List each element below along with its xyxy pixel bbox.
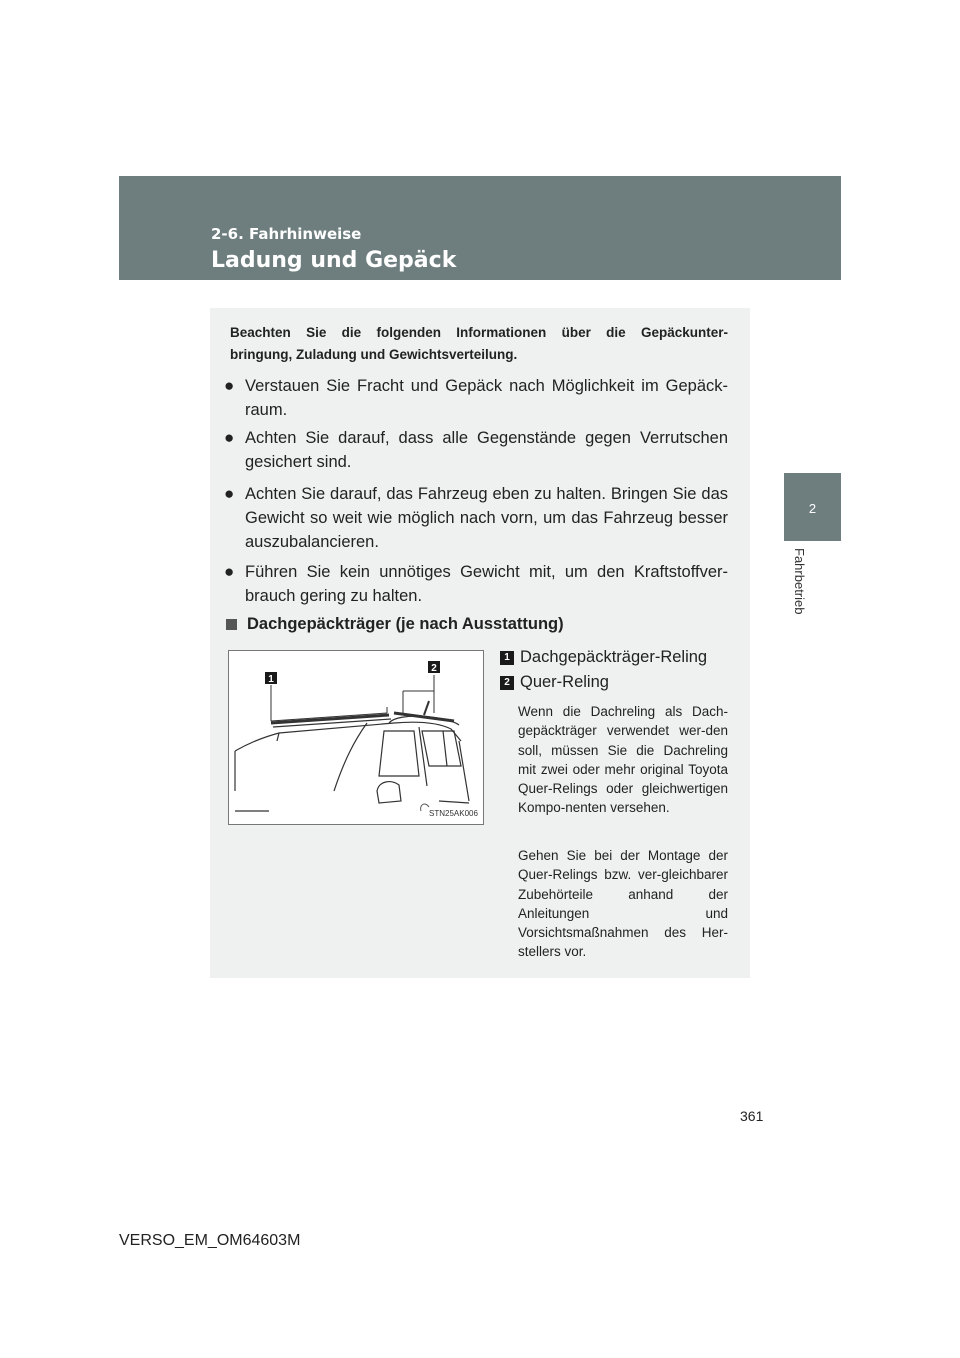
page-title: Ladung und Gepäck [211,248,457,273]
car-roof-drawing [229,651,483,824]
legend-number-2: 2 [500,676,514,690]
intro-line-1: Beachten Sie die folgenden Informationen über die Gepäckunter- [230,325,728,340]
page-number: 361 [740,1108,764,1124]
intro-text [230,322,728,366]
bullet-item [224,426,728,474]
chapter-tab [784,473,841,541]
subheading [224,615,564,634]
bullet-text: Verstauen Sie Fracht und Gepäck nach Möglichkeit im Gepäck-raum. [245,377,728,419]
bullet-text: Achten Sie darauf, dass alle Gegenstände gegen Verrutschen gesichert sind. [245,429,728,471]
chapter-header [119,176,841,280]
bullet-item [224,560,728,608]
subheading-text: Dachgepäckträger (je nach Ausstattung) [247,615,564,633]
square-bullet-icon [226,619,237,630]
roof-rack-illustration [228,650,484,825]
callout-2-label: 2 [431,663,437,674]
note-paragraph: Wenn die Dachreling als Dach-gepäckträger verwendet wer-den soll, müssen Sie die Dachreling mit zwei oder mehr original Toyota Quer-Relings oder gleichwertigen Kompo-nenten versehen. [518,704,728,816]
bullet-icon: ● [224,562,235,581]
bullet-text: Führen Sie kein unnötiges Gewicht mit, um den Kraftstoffver-brauch gering zu halten. [245,563,728,605]
figure-code: STN25AK006 [429,809,478,818]
legend-number-1: 1 [500,651,514,665]
legend-label: Quer-Reling [520,673,609,691]
intro-line-2: bringung, Zuladung und Gewichtsverteilung. [230,347,518,362]
document-id: VERSO_EM_OM64603M [119,1232,301,1249]
bullet-item [224,482,728,554]
bullet-item [224,374,728,422]
bullet-icon: ● [224,376,235,395]
content-box [210,308,750,978]
bullet-icon: ● [224,428,235,447]
bullet-text: Achten Sie darauf, das Fahrzeug eben zu halten. Bringen Sie das Gewicht so weit wie möglich nach vorn, um das Fahrzeug besser auszubalancieren. [245,485,728,551]
bullet-icon: ● [224,484,235,503]
note-paragraph: Gehen Sie bei der Montage der Quer-Relings bzw. ver-gleichbarer Zubehörteile anhand der Anleitungen und Vorsichtsmaßnahmen des Her-stellers vor. [518,848,728,960]
callout-1-label: 1 [268,674,274,685]
legend-label: Dachgepäckträger-Reling [520,648,708,666]
legend-item [500,648,707,667]
chapter-tab-label: Fahrbetrieb [792,548,807,615]
legend-item [500,673,609,692]
section-label: 2-6. Fahrhinweise [211,225,362,243]
chapter-tab-number: 2 [808,501,817,516]
